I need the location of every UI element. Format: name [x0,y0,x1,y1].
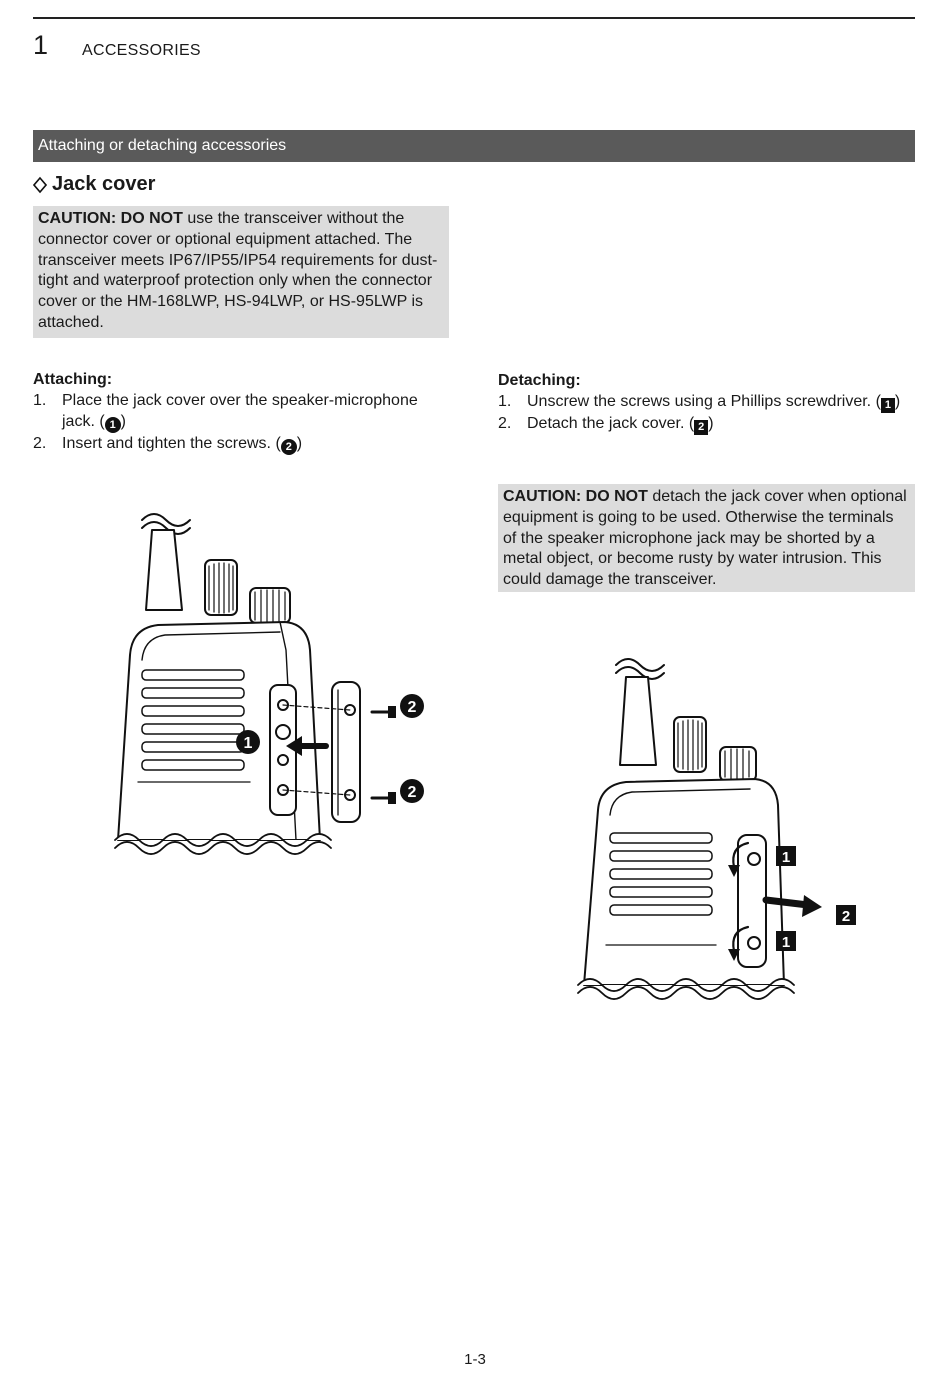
circled-marker-2: 2 [281,439,297,455]
step-number: 1. [498,393,512,410]
fig1-label-2a: 2 [407,699,417,716]
step-text-body: Insert and tighten the screws. ( [62,435,281,452]
diamond-icon [33,176,47,194]
step-text-end: ) [296,435,303,452]
caution-box-top [33,206,449,338]
step-text [62,390,453,433]
detach-illustration [570,655,870,1015]
step-text-body: Unscrew the screws using a Phillips screwdriver. ( [527,393,881,410]
caution-label: CAUTION: DO NOT [503,488,648,505]
caution-text: detach the jack cover when optional equipment is going to be used. Otherwise the terminals of the speaker microphone jack may be shorted by a metal object, or become rusty by water intrusion. This could damage the transceiver. [503,488,907,589]
chapter-number: 1 [33,30,49,60]
step-text-end: ) [894,393,901,410]
step-text-body: Place the jack cover over the speaker-microphone jack. ( [62,392,418,430]
subsection-title: Jack cover [52,173,156,195]
chapter-title: ACCESSORIES [82,42,201,59]
step-text [527,391,918,413]
detaching-step [498,413,918,435]
attaching-step [33,433,453,455]
caution-text: use the transceiver without the connector cover or optional equipment attached. The transceiver meets IP67/IP55/IP54 requirements for dust-tight and waterproof protection only when the connector cover or the HM-168LWP, HS-94LWP, or HS-95LWP is attached. [38,210,438,331]
caution-box-bottom [498,484,915,592]
section-title-bar: Attaching or detaching accessories [33,130,915,162]
fig2-label-1a: 1 [781,849,791,866]
step-number: 2. [33,435,47,452]
attaching-section [33,369,453,455]
step-text [527,413,918,435]
attaching-heading: Attaching: [33,371,113,388]
attach-illustration [110,500,440,860]
step-number: 1. [33,392,47,409]
step-text-end: ) [120,413,126,430]
header-rule [33,17,915,19]
detaching-step [498,391,918,413]
fig1-label-1: 1 [243,735,253,752]
step-text-end: ) [708,415,714,432]
circled-marker-1: 1 [105,417,121,433]
fig2-label-1b: 1 [781,934,791,951]
page-number: 1-3 [464,1351,486,1368]
detaching-section [498,370,918,435]
square-marker-2: 2 [694,420,708,435]
attaching-step [33,390,453,433]
detaching-heading: Detaching: [498,372,581,389]
fig1-label-2b: 2 [407,784,417,801]
subsection-heading [33,173,155,196]
square-marker-1: 1 [881,398,895,413]
step-text-body: Detach the jack cover. ( [527,415,695,432]
step-text [62,433,453,455]
step-number: 2. [498,415,512,432]
fig2-label-2: 2 [841,908,851,925]
caution-label: CAUTION: DO NOT [38,210,183,227]
